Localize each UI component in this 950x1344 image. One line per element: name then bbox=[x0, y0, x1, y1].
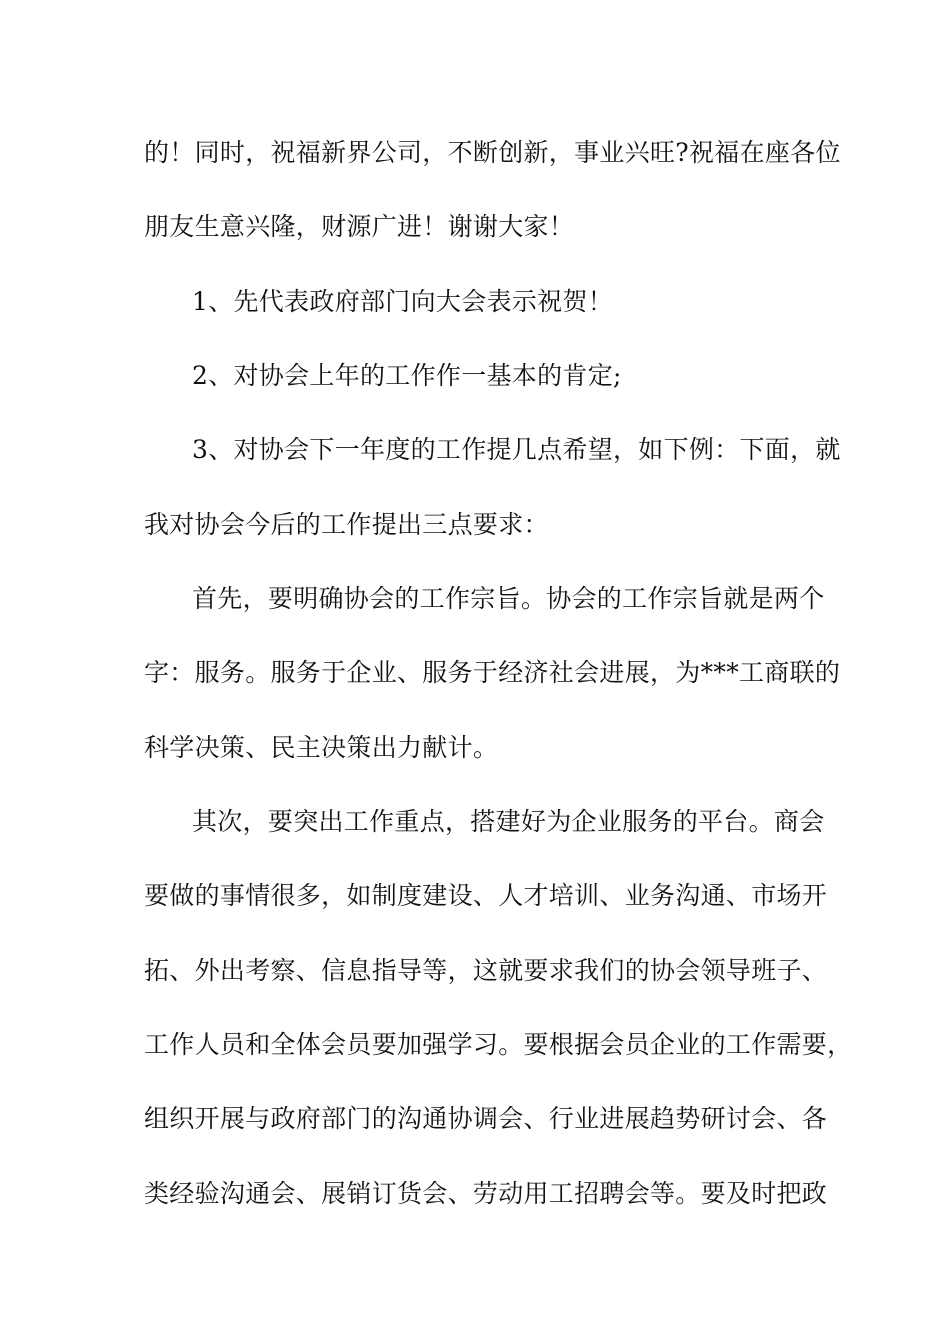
text-line: 字：服务。服务于企业、服务于经济社会进展，为***工商联的 bbox=[144, 658, 841, 687]
paragraph-start: 首先，要明确协会的工作宗旨。协会的工作宗旨就是两个 bbox=[192, 584, 825, 613]
text-line: 拓、外出考察、信息指导等，这就要求我们的协会领导班子、 bbox=[144, 956, 828, 985]
paragraph-start: 其次，要突出工作重点，搭建好为企业服务的平台。商会 bbox=[192, 807, 825, 836]
text-line: 类经验沟通会、展销订货会、劳动用工招聘会等。要及时把政 bbox=[144, 1179, 828, 1208]
list-item: 3、对协会下一年度的工作提几点希望，如下例：下面，就 bbox=[192, 435, 841, 464]
text-line: 我对协会今后的工作提出三点要求： bbox=[144, 510, 549, 539]
text-line: 科学决策、民主决策出力献计。 bbox=[144, 733, 499, 762]
list-item: 1、先代表政府部门向大会表示祝贺！ bbox=[192, 287, 614, 316]
text-line: 组织开展与政府部门的沟通协调会、行业进展趋势研讨会、各 bbox=[144, 1104, 828, 1133]
text-line: 工作人员和全体会员要加强学习。要根据会员企业的工作需要， bbox=[144, 1030, 853, 1059]
text-line: 的！同时，祝福新界公司，不断创新，事业兴旺?祝福在座各位 bbox=[144, 138, 841, 167]
list-item: 2、对协会上年的工作作一基本的肯定; bbox=[192, 361, 622, 390]
text-line: 朋友生意兴隆，财源广进！谢谢大家！ bbox=[144, 212, 575, 241]
text-line: 要做的事情很多，如制度建设、人才培训、业务沟通、市场开 bbox=[144, 881, 828, 910]
